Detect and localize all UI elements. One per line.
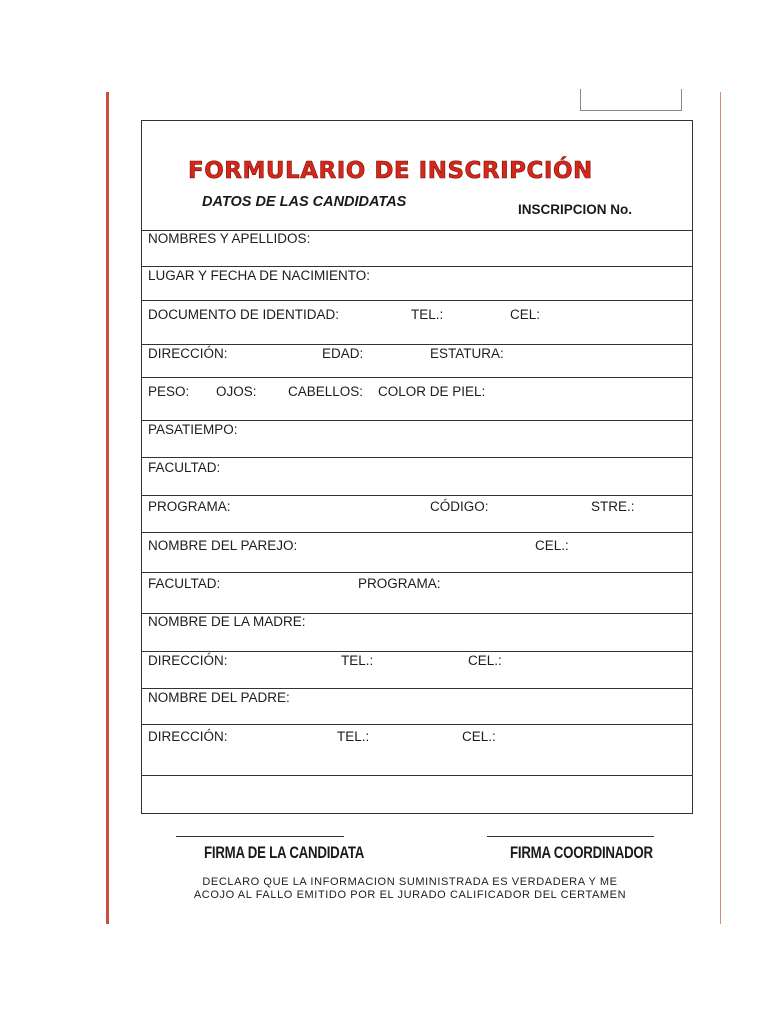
row-divider: [141, 688, 693, 689]
declaration-line-1: DECLARO QUE LA INFORMACION SUMINISTRADA ES VERDADERA Y ME: [202, 876, 618, 888]
row-divider: [141, 495, 693, 496]
field-color-piel: COLOR DE PIEL:: [378, 384, 486, 399]
row-divider: [141, 572, 693, 573]
declaration-line-2: ACOJO AL FALLO EMITIDO POR EL JURADO CALIFICADOR DEL CERTAMEN: [193, 889, 627, 901]
row-divider: [141, 775, 693, 776]
field-estatura: ESTATURA:: [430, 346, 504, 361]
field-cel-madre: CEL.:: [468, 653, 502, 668]
row-divider: [141, 377, 693, 378]
left-margin-line: [106, 92, 109, 924]
row-divider: [141, 532, 693, 533]
field-direccion: DIRECCIÓN:: [148, 346, 228, 361]
row-divider: [141, 266, 693, 267]
row-divider: [141, 300, 693, 301]
field-nombre-madre: NOMBRE DE LA MADRE:: [148, 614, 306, 629]
form-frame: [141, 120, 693, 814]
field-programa: PROGRAMA:: [148, 499, 231, 514]
field-edad: EDAD:: [322, 346, 364, 361]
field-programa-parejo: PROGRAMA:: [358, 576, 441, 591]
right-margin-line: [720, 92, 721, 924]
registration-number-label: INSCRIPCION No.: [518, 202, 633, 217]
field-facultad-parejo: FACULTAD:: [148, 576, 221, 591]
field-nombre-padre: NOMBRE DEL PADRE:: [148, 690, 290, 705]
field-ojos: OJOS:: [216, 384, 257, 399]
field-stre: STRE.:: [591, 499, 635, 514]
declaration-text: [145, 876, 675, 902]
field-documento: DOCUMENTO DE IDENTIDAD:: [148, 307, 340, 322]
field-cabellos: CABELLOS:: [288, 384, 364, 399]
field-peso: PESO:: [148, 384, 190, 399]
row-divider: [141, 344, 693, 345]
row-divider: [141, 420, 693, 421]
field-direccion-padre: DIRECCIÓN:: [148, 729, 228, 744]
field-codigo: CÓDIGO:: [430, 499, 489, 514]
signature-line-candidata: [176, 836, 344, 837]
field-facultad: FACULTAD:: [148, 460, 221, 475]
row-divider: [141, 651, 693, 652]
form-title: FORMULARIO DE INSCRIPCIÓN: [188, 158, 593, 184]
field-direccion-madre: DIRECCIÓN:: [148, 653, 228, 668]
row-divider: [141, 724, 693, 725]
field-tel-padre: TEL.:: [337, 729, 370, 744]
field-nombre-parejo: NOMBRE DEL PAREJO:: [148, 538, 298, 553]
signature-label-candidata: FIRMA DE LA CANDIDATA: [204, 843, 365, 862]
field-cel-parejo: CEL.:: [535, 538, 569, 553]
field-lugar-fecha: LUGAR Y FECHA DE NACIMIENTO:: [148, 268, 371, 283]
field-cel-padre: CEL.:: [462, 729, 496, 744]
form-subtitle: DATOS DE LAS CANDIDATAS: [202, 194, 407, 210]
signature-line-coordinador: [487, 836, 654, 837]
registration-number-box: [580, 89, 682, 111]
field-cel: CEL:: [510, 307, 541, 322]
field-pasatiempo: PASATIEMPO:: [148, 422, 238, 437]
field-tel-madre: TEL.:: [341, 653, 374, 668]
signature-label-coordinador: FIRMA COORDINADOR: [510, 843, 653, 862]
field-nombres: NOMBRES Y APELLIDOS:: [148, 231, 311, 246]
field-tel: TEL.:: [411, 307, 444, 322]
row-divider: [141, 457, 693, 458]
